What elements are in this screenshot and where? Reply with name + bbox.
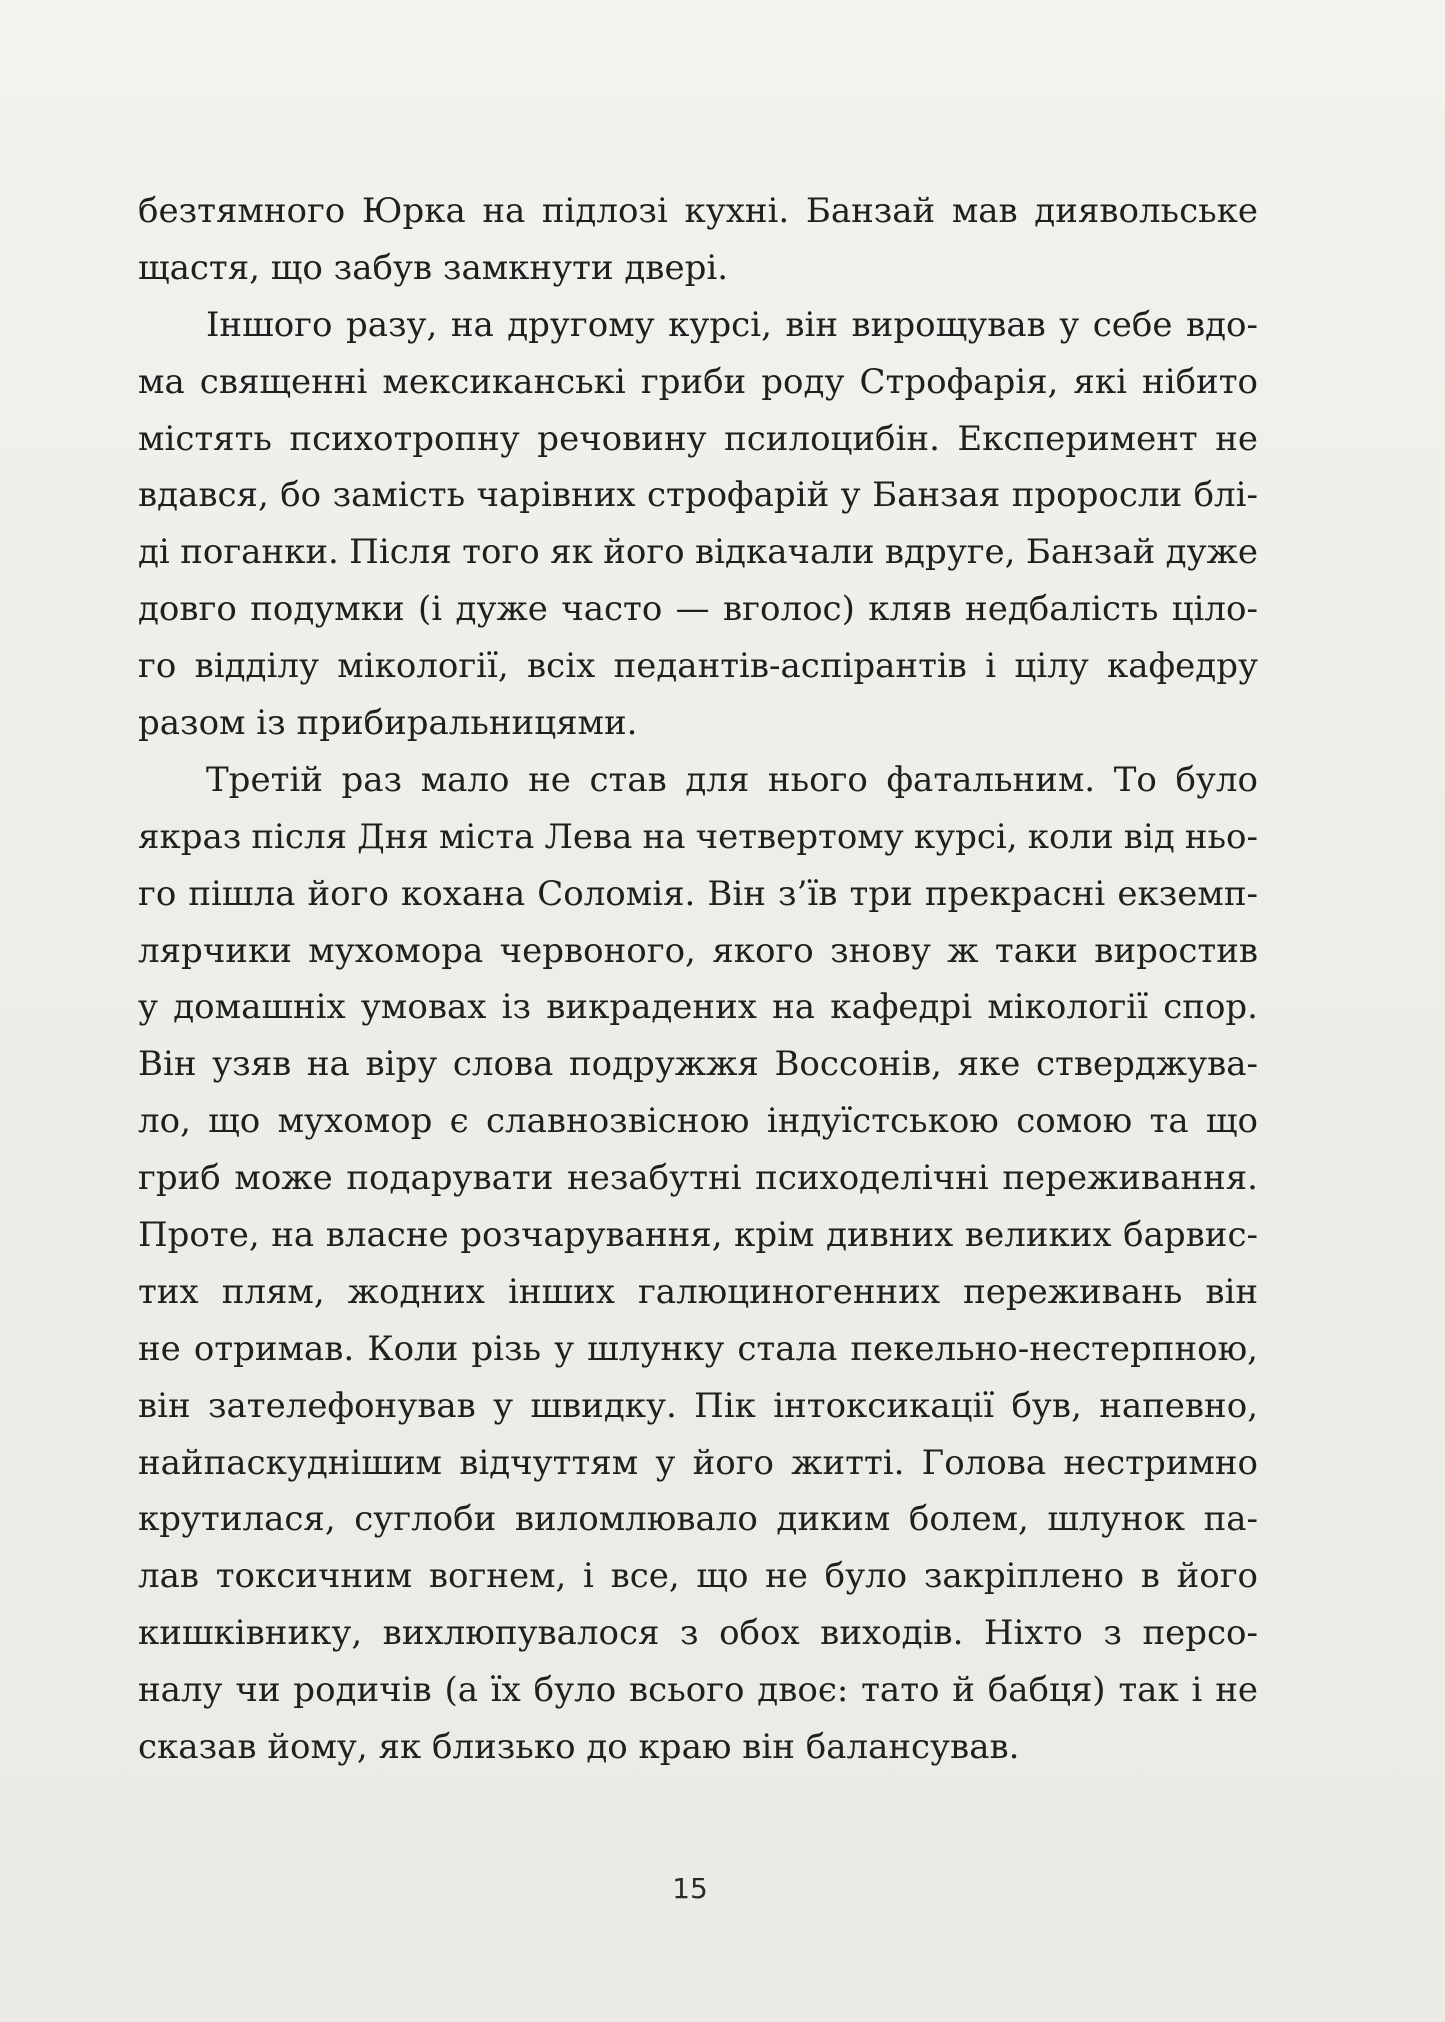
text-line: лав токсичним вогнем, і все, що не було закріплено в його bbox=[138, 1556, 1258, 1597]
page-number: 15 bbox=[672, 1872, 708, 1905]
text-line: ді поганки. Після того як його відкачали вдруге, Банзай дуже bbox=[138, 532, 1258, 573]
text-line: крутилася, суглоби виломлювало диким болем, шлунок па- bbox=[138, 1499, 1258, 1540]
text-line: ло, що мухомор є славнозвісною індуїстською сомою та що bbox=[138, 1101, 1258, 1142]
text-line: найпаскуднішим відчуттям у його житті. Голова нестримно bbox=[138, 1442, 1258, 1483]
text-line: Іншого разу, на другому курсі, він вирощував у себе вдо- bbox=[206, 304, 1258, 345]
text-line: не отримав. Коли різь у шлунку стала пекельно-нестерпною, bbox=[138, 1328, 1258, 1369]
text-line: довго подумки (і дуже часто — вголос) кляв недбалість ціло- bbox=[138, 589, 1258, 630]
text-line: він зателефонував у швидку. Пік інтоксикації був, напевно, bbox=[138, 1385, 1258, 1426]
text-line: сказав йому, як близько до краю він балансував. bbox=[138, 1727, 1020, 1768]
text-line: тих плям, жодних інших галюциногенних переживань він bbox=[138, 1271, 1258, 1312]
text-line: гриб може подарувати незабутні психоделічні переживання. bbox=[138, 1158, 1258, 1199]
text-line: Він узяв на віру слова подружжя Воссонів, яке стверджува- bbox=[138, 1044, 1258, 1085]
text-line: щастя, що забув замкнути двері. bbox=[138, 247, 729, 288]
text-line: безтямного Юрка на підлозі кухні. Банзай мав диявольське bbox=[138, 191, 1258, 231]
text-line: разом із прибиральницями. bbox=[138, 703, 638, 744]
text-line: Проте, на власне розчарування, крім дивних великих барвис- bbox=[138, 1215, 1258, 1256]
text-line: містять психотропну речовину псилоцибін. Експеримент не bbox=[138, 418, 1258, 459]
text-line: го пішла його кохана Соломія. Він з’їв три прекрасні екземп- bbox=[138, 873, 1258, 914]
text-line: ма священні мексиканські гриби роду Строфарія, які нібито bbox=[138, 361, 1258, 402]
text-line: вдався, бо замість чарівних строфарій у Банзая проросли блі- bbox=[138, 475, 1258, 516]
text-line: якраз після Дня міста Лева на четвертому курсі, коли від ньо- bbox=[138, 816, 1258, 857]
text-line: кишківнику, вихлюпувалося з обох виходів. Ніхто з персо- bbox=[138, 1613, 1258, 1654]
body-text bbox=[138, 183, 1258, 1776]
text-line: у домашніх умовах із викрадених на кафедрі мікології спор. bbox=[138, 987, 1258, 1028]
text-line: налу чи родичів (а їх було всього двоє: тато й бабця) так і не bbox=[138, 1670, 1258, 1711]
text-line: лярчики мухомора червоного, якого знову ж таки виростив bbox=[138, 930, 1258, 971]
text-line: Третій раз мало не став для нього фатальним. То було bbox=[206, 759, 1258, 800]
text-line: го відділу мікології, всіх педантів-аспірантів і цілу кафедру bbox=[138, 646, 1258, 687]
